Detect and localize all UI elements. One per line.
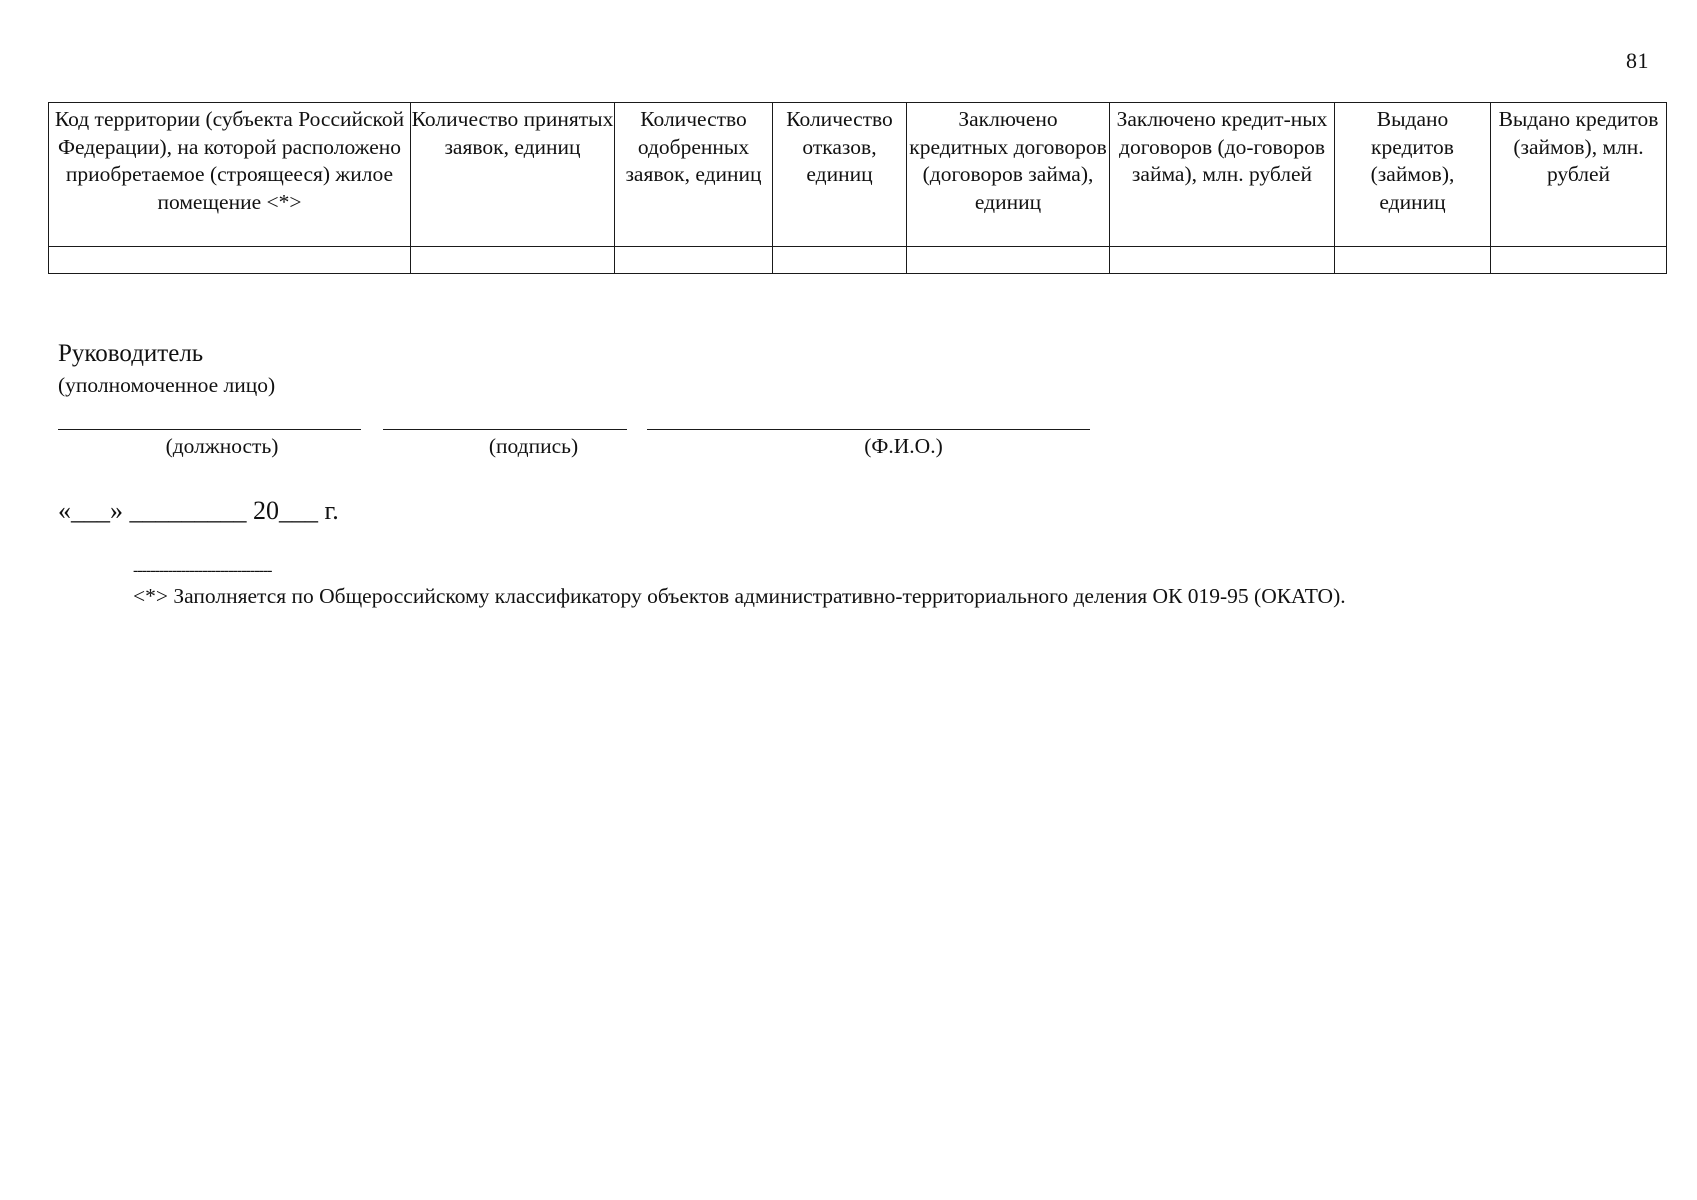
name-line[interactable] xyxy=(647,429,1090,430)
header-refusals: Количество отказов, единиц xyxy=(773,103,907,247)
report-table xyxy=(48,102,1667,274)
position-line[interactable] xyxy=(58,429,361,430)
footnote-text: <*> Заполняется по Общероссийскому классификатору объектов административно-территориального деления ОК 019-95 (ОКАТО). xyxy=(133,584,1346,608)
page-number: 81 xyxy=(1626,48,1649,73)
table-cell[interactable] xyxy=(773,247,907,274)
signer-subtitle: (уполномоченное лицо) xyxy=(58,373,276,397)
date-line: «___» _________ 20___ г. xyxy=(58,496,339,525)
header-territory-code: Код территории (субъекта Российской Федерации), на которой расположено приобретаемое (строящееся) жилое помещение <*> xyxy=(49,103,411,247)
header-accepted-applications: Количество принятых заявок, единиц xyxy=(411,103,615,247)
table-cell[interactable] xyxy=(49,247,411,274)
header-loans-amount: Выдано кредитов (займов), млн. рублей xyxy=(1491,103,1667,247)
name-caption: (Ф.И.О.) xyxy=(864,434,943,458)
table-cell[interactable] xyxy=(615,247,773,274)
header-approved-applications: Количество одобренных заявок, единиц xyxy=(615,103,773,247)
header-contracts-amount: Заключено кредит-ных договоров (до-говоров займа), млн. рублей xyxy=(1110,103,1335,247)
table-row xyxy=(49,247,1667,274)
header-contracts-count: Заключено кредитных договоров (договоров займа), единиц xyxy=(907,103,1110,247)
signature-caption: (подпись) xyxy=(488,434,579,458)
signature-line[interactable] xyxy=(383,429,627,430)
header-loans-count: Выдано кредитов (займов), единиц xyxy=(1335,103,1491,247)
position-caption: (должность) xyxy=(165,434,279,458)
table-cell[interactable] xyxy=(1491,247,1667,274)
signer-title: Руководитель xyxy=(58,340,204,367)
table-cell[interactable] xyxy=(1110,247,1335,274)
table-cell[interactable] xyxy=(907,247,1110,274)
table-cell[interactable] xyxy=(1335,247,1491,274)
footnote-rule: -------------------------------- xyxy=(133,562,272,579)
table-cell[interactable] xyxy=(411,247,615,274)
table-header-row xyxy=(49,103,1667,247)
